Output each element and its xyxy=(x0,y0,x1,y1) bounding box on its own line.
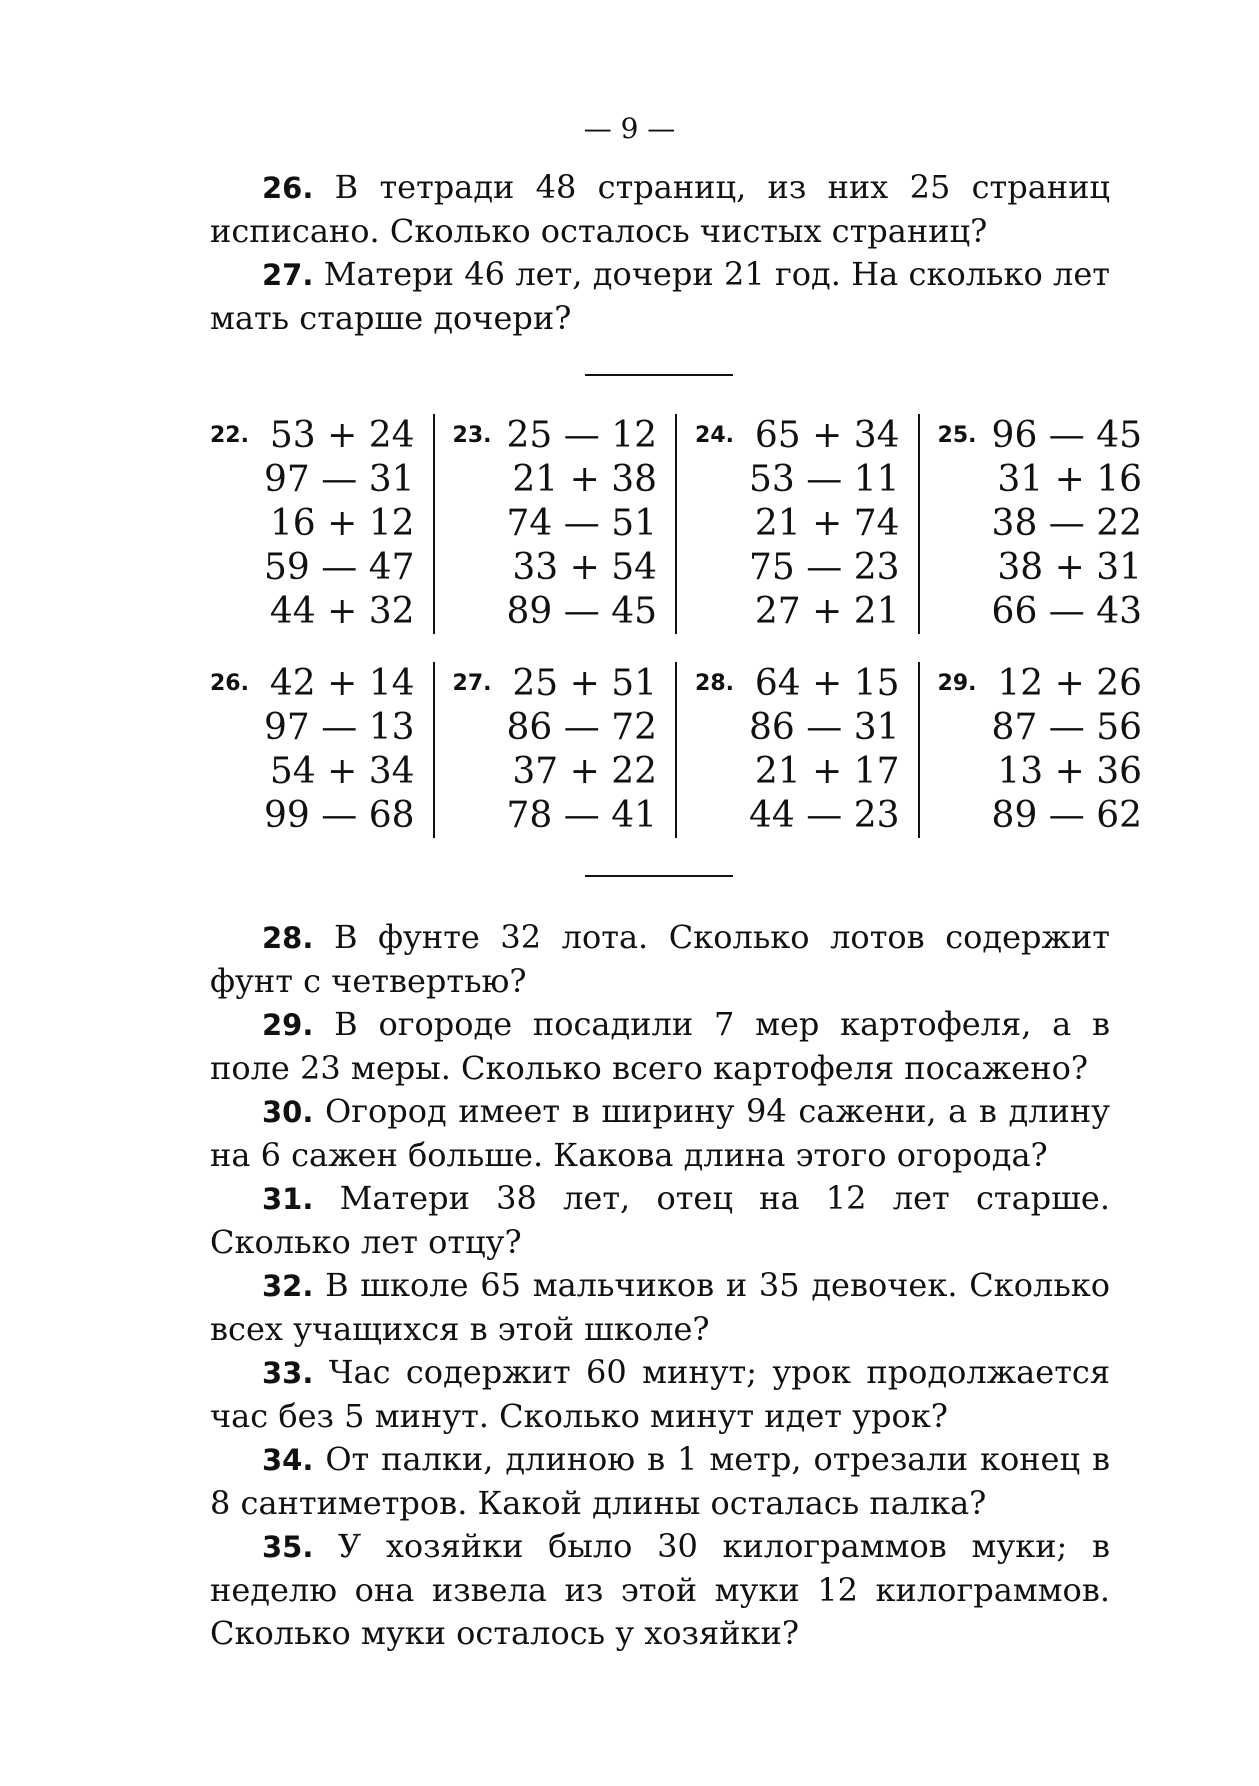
exercise-item: 31 + 16 xyxy=(997,459,1143,500)
word-problem xyxy=(210,1090,1110,1177)
problem-text: В школе 65 мальчиков и 35 девочек. Сколько всех учащихся в этой школе? xyxy=(210,1266,1110,1348)
problem-number: 34. xyxy=(262,1443,314,1477)
section-divider xyxy=(585,374,733,376)
exercise-column xyxy=(453,662,678,838)
exercise-item: 38 + 31 xyxy=(997,547,1143,588)
bottom-problems xyxy=(210,916,1110,1655)
page-number: — 9 — xyxy=(583,112,676,145)
exercise-items xyxy=(749,414,900,634)
exercise-item: 86 — 31 xyxy=(749,707,900,748)
problem-text: Матери 38 лет, отец на 12 лет старше. Сколько лет отцу? xyxy=(210,1179,1111,1261)
problem-text: Огород имеет в ширину 94 сажени, а в длину на 6 сажен больше. Какова длина этого огорода? xyxy=(210,1092,1111,1174)
exercise-item: 65 + 34 xyxy=(754,415,900,456)
problem-text: У хозяйки было 30 килограммов муки; в неделю она извела из этой муки 12 килограммов. Сколько муки осталось у хозяйки? xyxy=(210,1527,1111,1652)
exercise-item: 33 + 54 xyxy=(512,547,658,588)
exercise-items xyxy=(507,662,658,838)
exercise-item: 21 + 17 xyxy=(754,751,900,792)
exercise-item: 66 — 43 xyxy=(991,591,1143,632)
exercise-number: 29. xyxy=(937,671,977,696)
problem-text: Матери 46 лет, дочери 21 год. На сколько лет мать старше дочери? xyxy=(210,255,1110,337)
word-problem xyxy=(210,1351,1110,1438)
exercise-item: 99 — 68 xyxy=(264,795,415,836)
exercise-item: 53 — 11 xyxy=(749,459,900,500)
exercise-number: 23. xyxy=(452,423,492,448)
exercise-column xyxy=(938,662,1161,838)
exercise-items xyxy=(992,662,1143,838)
exercise-item: 53 + 24 xyxy=(269,415,415,456)
exercise-item: 64 + 15 xyxy=(754,663,900,704)
exercise-item: 13 + 36 xyxy=(997,751,1143,792)
problem-text: Час содержит 60 минут; урок продолжается час без 5 минут. Сколько минут идет урок? xyxy=(210,1353,1111,1435)
exercise-item: 12 + 26 xyxy=(997,663,1143,704)
problem-number: 30. xyxy=(262,1095,314,1129)
exercise-item: 42 + 14 xyxy=(269,663,415,704)
exercise-number: 24. xyxy=(695,423,735,448)
word-problem xyxy=(210,166,1110,253)
exercise-item: 59 — 47 xyxy=(264,547,415,588)
exercise-item: 38 — 22 xyxy=(991,503,1143,544)
exercise-row xyxy=(210,662,1143,838)
problem-text: В огороде посадили 7 мер картофеля, а в поле 23 меры. Сколько всего картофеля посажено? xyxy=(210,1005,1111,1087)
exercise-items xyxy=(264,414,415,634)
problem-number: 26. xyxy=(262,171,314,205)
exercise-item: 44 + 32 xyxy=(269,591,415,632)
problem-number: 32. xyxy=(262,1269,314,1303)
word-problem xyxy=(210,1525,1110,1655)
exercise-item: 97 — 13 xyxy=(264,707,415,748)
word-problem xyxy=(210,916,1110,1003)
word-problem xyxy=(210,1177,1110,1264)
exercise-item: 21 + 38 xyxy=(512,459,658,500)
word-problem xyxy=(210,253,1110,340)
exercise-item: 74 — 51 xyxy=(506,503,658,544)
exercise-number: 25. xyxy=(937,423,977,448)
problem-number: 35. xyxy=(262,1530,314,1564)
exercise-number: 26. xyxy=(210,671,249,696)
exercise-items xyxy=(507,414,658,634)
exercise-item: 75 — 23 xyxy=(749,547,900,588)
exercise-number: 27. xyxy=(452,671,492,696)
exercise-number: 22. xyxy=(210,423,249,448)
exercise-item: 54 + 34 xyxy=(269,751,415,792)
exercise-row xyxy=(210,414,1143,634)
exercise-item: 44 — 23 xyxy=(749,795,900,836)
exercise-item: 27 + 21 xyxy=(754,591,900,632)
exercise-item: 97 — 31 xyxy=(264,459,415,500)
exercise-column xyxy=(938,414,1161,634)
exercise-items xyxy=(749,662,900,838)
exercise-item: 37 + 22 xyxy=(512,751,658,792)
exercise-item: 89 — 45 xyxy=(506,591,658,632)
top-problems xyxy=(210,166,1110,340)
exercise-item: 89 — 62 xyxy=(991,795,1143,836)
exercise-item: 16 + 12 xyxy=(269,503,415,544)
exercise-item: 78 — 41 xyxy=(506,795,658,836)
exercise-column xyxy=(210,662,435,838)
problem-text: В тетради 48 страниц, из них 25 страниц исписано. Сколько осталось чистых страниц? xyxy=(210,168,1111,250)
exercise-item: 87 — 56 xyxy=(991,707,1143,748)
exercise-item: 86 — 72 xyxy=(506,707,658,748)
section-divider xyxy=(585,875,733,877)
word-problem xyxy=(210,1003,1110,1090)
exercise-column xyxy=(453,414,678,634)
exercise-items xyxy=(264,662,415,838)
exercise-column xyxy=(695,662,920,838)
problem-number: 33. xyxy=(262,1356,314,1390)
exercise-item: 25 — 12 xyxy=(506,415,658,456)
exercise-item: 21 + 74 xyxy=(754,503,900,544)
exercise-item: 25 + 51 xyxy=(512,663,658,704)
problem-number: 28. xyxy=(262,921,314,955)
problem-text: От палки, длиною в 1 метр, отрезали конец в 8 сантиметров. Какой длины осталась палка? xyxy=(210,1440,1111,1522)
problem-text: В фунте 32 лота. Сколько лотов содержит фунт с четвертью? xyxy=(210,918,1111,1000)
exercise-item: 96 — 45 xyxy=(991,415,1143,456)
exercise-number: 28. xyxy=(695,671,735,696)
word-problem xyxy=(210,1438,1110,1525)
exercise-column xyxy=(210,414,435,634)
problem-number: 29. xyxy=(262,1008,314,1042)
exercise-column xyxy=(695,414,920,634)
word-problem xyxy=(210,1264,1110,1351)
problem-number: 31. xyxy=(262,1182,314,1216)
problem-number: 27. xyxy=(262,258,314,292)
exercise-items xyxy=(992,414,1143,634)
